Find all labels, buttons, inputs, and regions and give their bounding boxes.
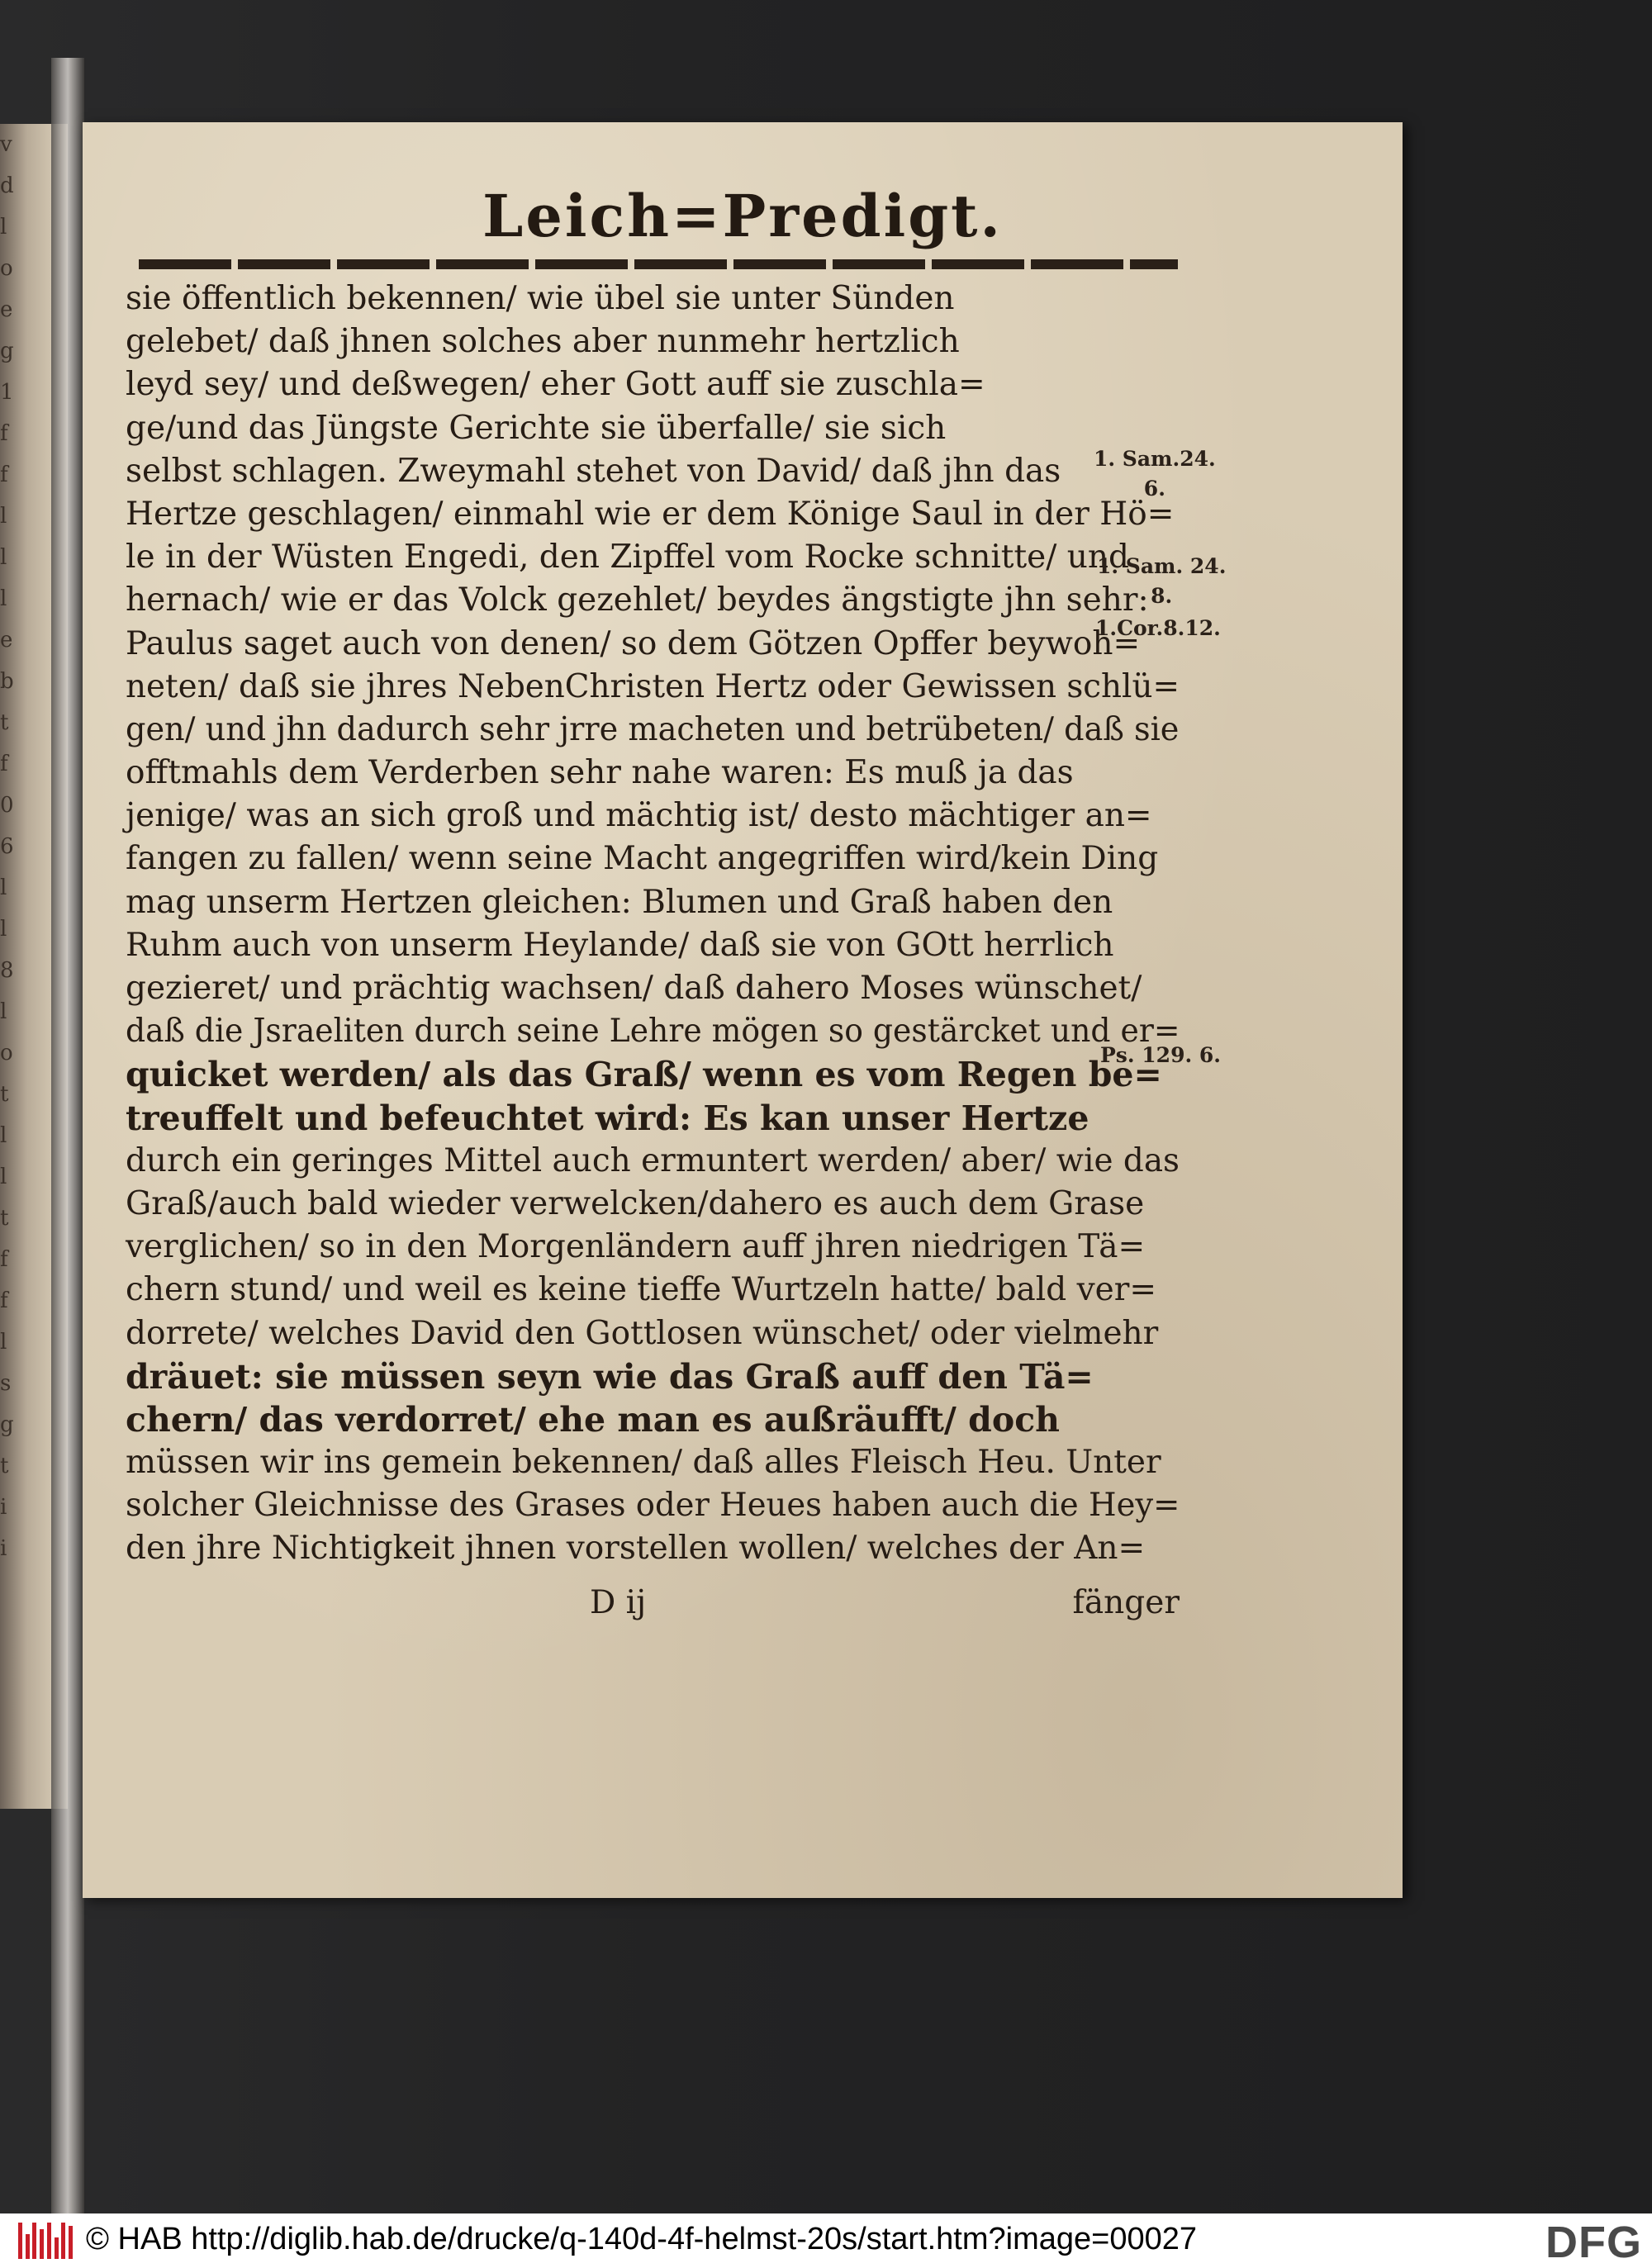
left-page-char: t [0, 1454, 9, 1478]
text-line: solcher Gleichnisse des Grases oder Heues haben auch die Hey= [126, 1487, 1180, 1525]
text-line: fangen zu fallen/ wenn seine Macht angegriffen wird/kein Ding [126, 840, 1159, 878]
text-line: neten/ daß sie jhres NebenChristen Hertz oder Gewissen schlü= [126, 667, 1180, 705]
left-page-char: l [0, 1330, 7, 1355]
left-page-char: s [0, 1371, 12, 1396]
left-page-char: v [0, 132, 12, 157]
source-url[interactable]: © HAB http://diglib.hab.de/drucke/q-140d-4f-helmst-20s/start.htm?image=00027 [86, 2222, 1198, 2256]
page-header: Leich=Predigt. [482, 182, 1003, 250]
footer-bar [0, 2213, 1652, 2268]
text-line: jenige/ was an sich groß und mächtig ist/ desto mächtiger an= [126, 797, 1152, 835]
left-page-char: f [0, 1247, 8, 1272]
left-page-char: d [0, 173, 14, 198]
left-page-char: f [0, 421, 8, 446]
book-fold [51, 58, 84, 2213]
left-page-char: 6 [0, 834, 14, 859]
left-page-char: l [0, 999, 7, 1024]
text-line: leyd sey/ und deßwegen/ eher Gott auff sie zuschla= [126, 366, 985, 404]
margin-note-sub: 6. [1143, 477, 1165, 501]
text-line: le in der Wüsten Engedi, den Zipffel vom Rocke schnitte/ und [126, 539, 1129, 576]
left-page-char: l [0, 504, 7, 529]
dfg-logo: DFG [1540, 2217, 1642, 2268]
text-line: gelebet/ daß jhnen solches aber nunmehr hertzlich [126, 323, 960, 361]
catchline [126, 1584, 1180, 1627]
margin-note-ref: 1. Sam. 24. [1097, 554, 1227, 578]
logo-bar [69, 2226, 73, 2259]
left-page-char: i [0, 1536, 7, 1561]
left-page-char: g [0, 339, 14, 363]
left-page-char: l [0, 917, 7, 942]
left-page-char: l [0, 875, 7, 900]
text-line: den jhre Nichtigkeit jhnen vorstellen wollen/ welches der An= [126, 1530, 1146, 1568]
catchword: fänger [1072, 1584, 1180, 1621]
logo-bar [61, 2223, 65, 2259]
text-line: ge/und das Jüngste Gerichte sie überfalle/ sie sich [126, 409, 947, 447]
margin-note [1094, 444, 1216, 504]
left-page-char: l [0, 586, 7, 611]
left-page-char: g [0, 1412, 14, 1437]
text-line: gen/ und jhn dadurch sehr jrre macheten und betrübeten/ daß sie [126, 710, 1180, 748]
text-line: Graß/auch bald wieder verwelcken/dahero es auch dem Grase [126, 1184, 1145, 1222]
signature-mark: D ij [590, 1584, 647, 1621]
left-page-char: l [0, 1165, 7, 1189]
left-page-char: e [0, 628, 13, 652]
left-page-edge-text [0, 124, 17, 1809]
left-page-char: b [0, 669, 14, 694]
left-page-char: l [0, 1123, 7, 1148]
left-page-char: o [0, 1041, 13, 1065]
left-page-char: e [0, 297, 13, 322]
left-page-char: 0 [0, 793, 14, 818]
left-page-char: 1 [0, 380, 14, 405]
hab-barcode-logo-icon [18, 2223, 73, 2259]
left-page-char: t [0, 1206, 9, 1231]
left-page-char: l [0, 545, 7, 570]
body-text [126, 278, 1180, 1571]
text-line: mag unserm Hertzen gleichen: Blumen und Graß haben den [126, 883, 1113, 921]
text-line: quicket werden/ als das Graß/ wenn es vom Regen be= [126, 1055, 1162, 1095]
text-line: verglichen/ so in den Morgenländern auff jhren niedrigen Tä= [126, 1228, 1146, 1266]
left-page-char: 8 [0, 958, 14, 983]
text-line: chern/ das verdorret/ ehe man es außräufft/ doch [126, 1399, 1060, 1440]
left-page-char: t [0, 710, 9, 735]
margin-note-ref: Ps. 129. 6. [1100, 1043, 1221, 1067]
logo-bar [40, 2229, 44, 2259]
logo-bar [47, 2223, 51, 2259]
header-rule [139, 259, 1178, 269]
logo-bar [26, 2234, 30, 2259]
text-line: chern stund/ und weil es keine tieffe Wurtzeln hatte/ bald ver= [126, 1271, 1157, 1309]
book-page [83, 122, 1403, 1898]
text-line: offtmahls dem Verderben sehr nahe waren: Es muß ja das [126, 754, 1074, 792]
text-line: Paulus saget auch von denen/ so dem Götzen Opffer beywoh= [126, 624, 1141, 662]
text-line: müssen wir ins gemein bekennen/ daß alles Fleisch Heu. Unter [126, 1444, 1161, 1482]
margin-note-sub: 8. [1151, 584, 1173, 608]
text-line: hernach/ wie er das Volck gezehlet/ beydes ängstigte jhn sehr: [126, 581, 1149, 619]
text-line: dorrete/ welches David den Gottlosen wünschet/ oder vielmehr [126, 1314, 1159, 1352]
logo-bar [55, 2237, 59, 2259]
text-line: sie öffentlich bekennen/ wie übel sie unter Sünden [126, 280, 955, 317]
text-line: selbst schlagen. Zweymahl stehet von David/ daß jhn das [126, 452, 1061, 490]
logo-bar [18, 2223, 22, 2259]
text-line: gezieret/ und prächtig wachsen/ daß dahero Moses wünschet/ [126, 970, 1142, 1007]
logo-bar [32, 2223, 36, 2259]
margin-note [1100, 1041, 1221, 1070]
text-line: daß die Jsraeliten durch seine Lehre mögen so gestärcket und er= [126, 1013, 1180, 1051]
left-page-char: o [0, 256, 13, 281]
text-line: Ruhm auch von unserm Heylande/ daß sie von GOtt herrlich [126, 926, 1114, 964]
margin-note [1095, 614, 1221, 643]
left-page-char: l [0, 215, 7, 240]
margin-note-ref: 1.Cor.8.12. [1095, 616, 1221, 640]
margin-note-ref: 1. Sam.24. [1094, 447, 1216, 471]
left-page-char: t [0, 1082, 9, 1107]
text-line: durch ein geringes Mittel auch ermuntert werden/ aber/ wie das [126, 1141, 1180, 1179]
margin-note [1097, 552, 1226, 611]
text-line: Hertze geschlagen/ einmahl wie er dem Könige Saul in der Hö= [126, 495, 1175, 533]
left-page-char: f [0, 752, 8, 776]
text-line: treuffelt und befeuchtet wird: Es kan unser Hertze [126, 1098, 1089, 1138]
left-page-char: f [0, 463, 8, 487]
left-page-char: f [0, 1288, 8, 1313]
left-page-char: i [0, 1495, 7, 1520]
text-line: dräuet: sie müssen seyn wie das Graß auff den Tä= [126, 1356, 1094, 1397]
